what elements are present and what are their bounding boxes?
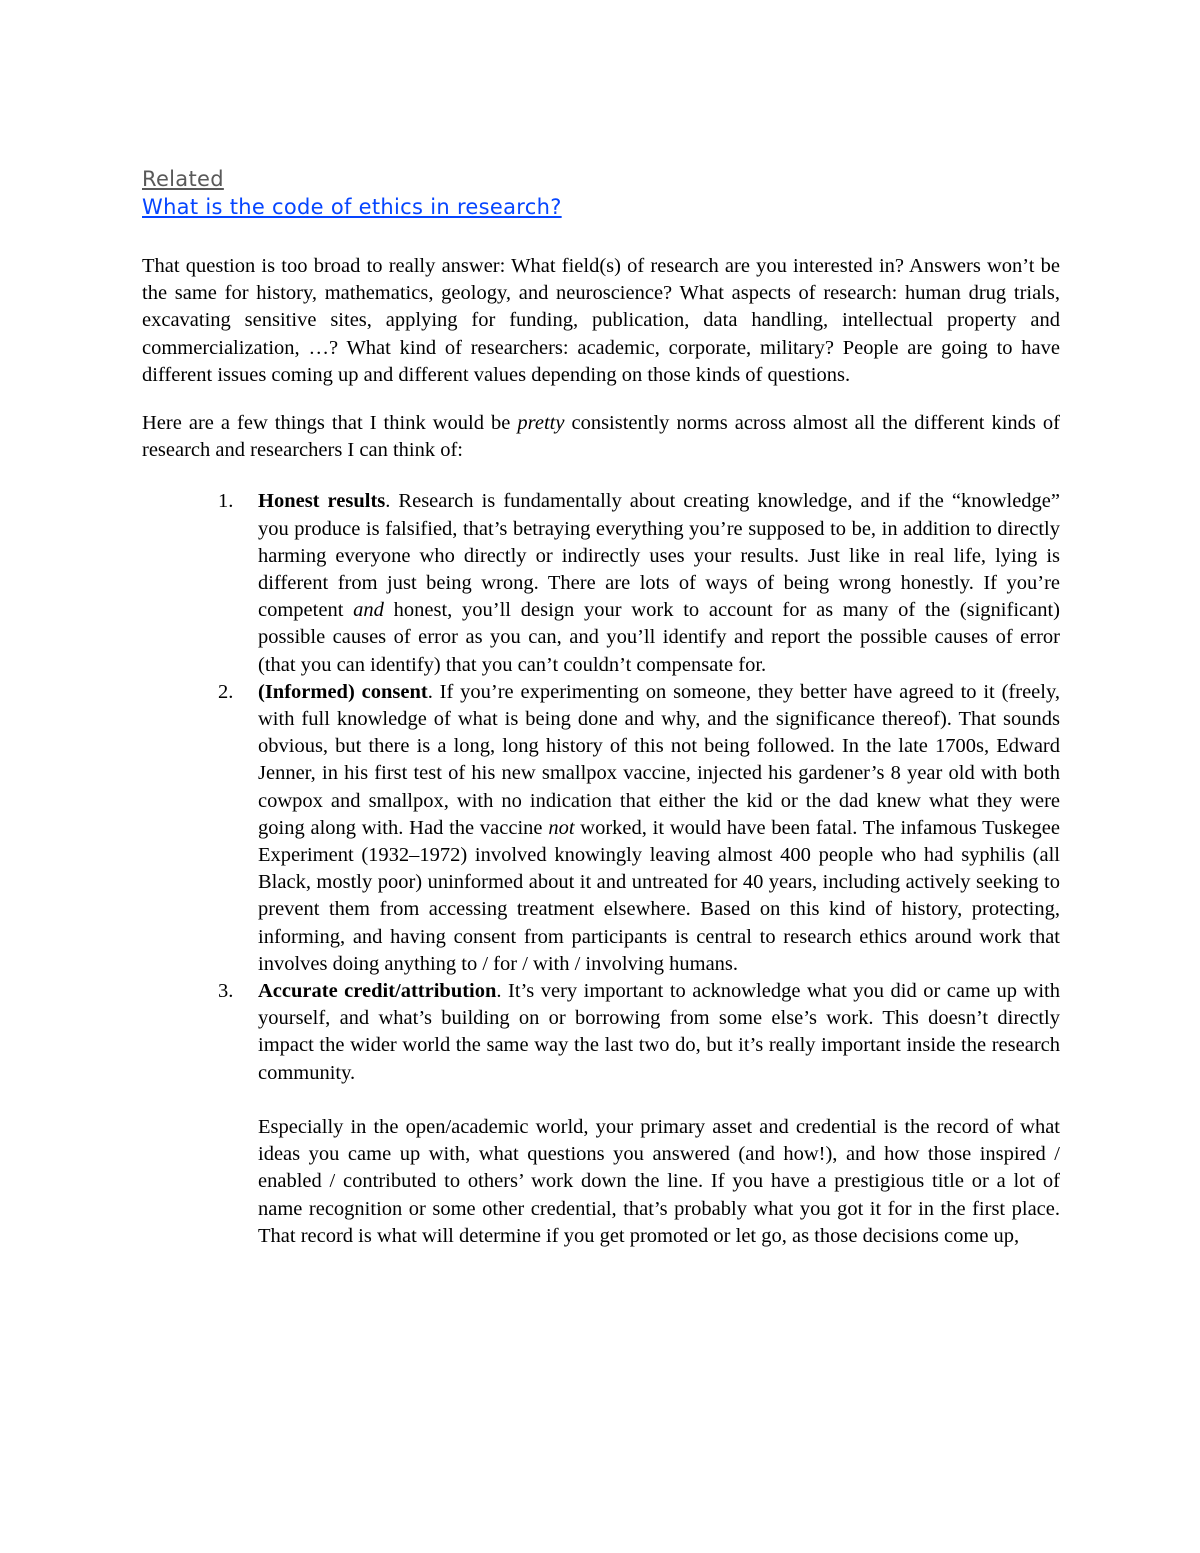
document-body (142, 165, 1060, 1250)
list-text: . It’s very important to acknowledge what you did or came up with yourself, and what’s building on or borrowing from some else’s work. This doesn’t directly impact the wider world the same way the last two do, but it’s really important inside the research community. (258, 980, 1060, 1084)
related-heading: Related (142, 167, 224, 191)
norms-lead-text-start: Here are a few things that I think would be (142, 412, 518, 435)
norms-lead-emphasis: pretty (517, 412, 565, 435)
related-question-link[interactable]: What is the code of ethics in research? (142, 195, 562, 219)
intro-paragraph: That question is too broad to really answer: What field(s) of research are you interested in? Answers won’t be the same for history, mathematics, geology, and neuroscience? What aspects of research: human drug trials, excavating sensitive sites, applying for funding, publication, data handling, intellectual property and commercialization, …? What kind of researchers: academic, corporate, military? People are going to have different issues coming up and different values depending on those kinds of questions. (142, 255, 1060, 386)
list-emphasis: and (353, 599, 384, 622)
list-item-accurate-credit (218, 978, 1060, 1250)
norms-lead-text-end: consistently norms across almost all the different kinds of research and researchers I can think of: (142, 412, 1061, 462)
list-term: Accurate credit/attribution (258, 980, 497, 1003)
list-emphasis: not (548, 816, 575, 839)
list-item-informed-consent (218, 679, 1061, 978)
list-term: Honest results (258, 490, 386, 513)
list-sub-paragraph: Especially in the open/academic world, your primary asset and credential is the record of what ideas you came up with, what questions you answered (and how!), and how those inspired / enabled / contributed to others’ work down the line. If you have a prestigious title or a lot of name recognition or some other credential, that’s probably what you got it for in the first place. That record is what will determine if you get promoted or let go, as those decisions come up, (258, 1115, 1060, 1247)
list-text-continued: worked, it would have been fatal. The infamous Tuskegee Experiment (1932–1972) involved knowingly leaving almost 400 people who had syphilis (all Black, mostly poor) uninformed about it and untreated for 40 years, including actively seeking to prevent them from accessing treatment elsewhere. Based on this kind of history, protecting, informing, and having consent from participants is central to research ethics around work that involves doing anything to / for / with / involving humans. (258, 816, 1060, 975)
list-number: 3. (218, 980, 234, 1003)
list-text-continued: honest, you’ll design your work to account for as many of the (significant) possible causes of error as you can, and you’ll identify and report the possible causes of error (that you can identify) that you can’t couldn’t compensate for. (258, 599, 1060, 676)
list-item-honest-results (218, 488, 1060, 678)
list-number: 1. (218, 490, 234, 513)
list-text: . Research is fundamentally about creating knowledge, and if the “knowledge” you produce is falsified, that’s betraying everything you’re supposed to be, in addition to directly harming everyone who directly or indirectly uses your results. Just like in real life, lying is different from just being wrong. There are lots of ways of being wrong honestly. If you’re competent (258, 490, 1060, 622)
list-number: 2. (218, 680, 234, 703)
list-text: . If you’re experimenting on someone, they better have agreed to it (freely, with full knowledge of what is being done and why, and the significance thereof). That sounds obvious, but there is a long, long history of this not being followed. In the late 1700s, Edward Jenner, in his first test of his new smallpox vaccine, injected his gardener’s 8 year old with both cowpox and smallpox, with no indication that either the kid or the dad knew what they were going along with. Had the vaccine (258, 680, 1061, 839)
norms-lead-paragraph (142, 410, 1060, 464)
list-term: (Informed) consent (258, 680, 428, 703)
norms-list (142, 488, 1060, 1249)
